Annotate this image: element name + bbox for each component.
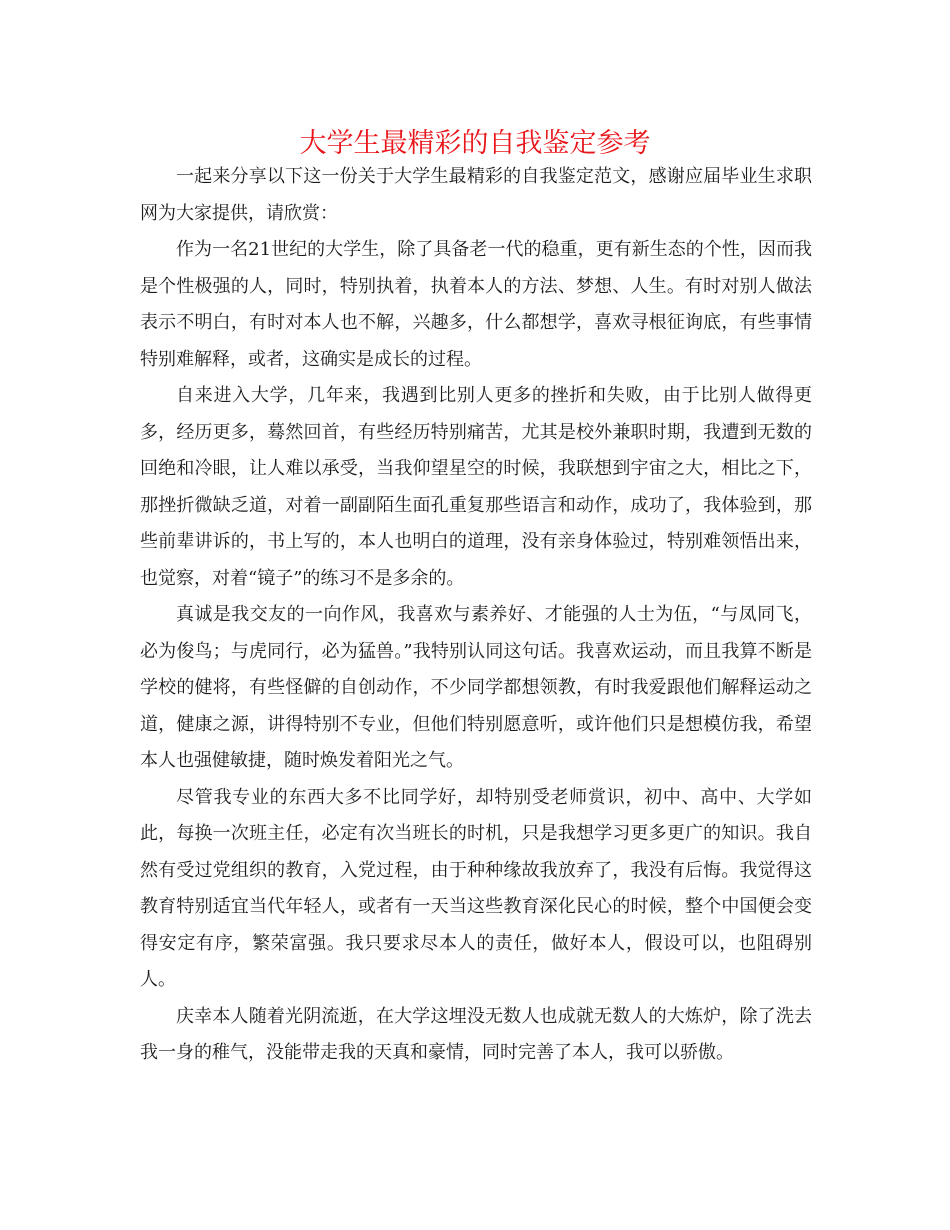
paragraph-intro: 一起来分享以下这一份关于大学生最精彩的自我鉴定范文，感谢应届毕业生求职网为大家提供，请欣赏： — [140, 166, 812, 224]
paragraph-friendship: 真诚是我交友的一向作风，我喜欢与素养好、才能强的人士为伍，“与凤同飞，必为俊鸟；与虎同行，必为猛兽。”我特别认同这句话。我喜欢运动，而且我算不断是学校的健将，有些怪僻的自创动作，不少同学都想领教，有时我爱跟他们解释运动之道，健康之源，讲得特别不专业，但他们特别愿意听，或许他们只是想模仿我，希望本人也强健敏捷，随时焕发着阳光之气。 — [140, 604, 812, 771]
document-body — [140, 159, 812, 1072]
paragraph-conclusion: 庆幸本人随着光阴流逝，在大学这埋没无数人也成就无数人的大炼炉，除了洗去我一身的稚气，没能带走我的天真和豪情，同时完善了本人，我可以骄傲。 — [140, 1005, 812, 1063]
paragraph-personality: 作为一名21世纪的大学生，除了具备老一代的稳重，更有新生态的个性，因而我是个性极强的人，同时，特别执着，执着本人的方法、梦想、人生。有时对别人做法表示不明白，有时对本人也不解，兴趣多，什么都想学，喜欢寻根征询底，有些事情特别难解释，或者，这确实是成长的过程。 — [140, 239, 812, 370]
document-title: 大学生最精彩的自我鉴定参考 — [299, 128, 651, 159]
paragraph-study: 尽管我专业的东西大多不比同学好，却特别受老师赏识，初中、高中、大学如此，每换一次班主任，必定有次当班长的时机，只是我想学习更多更广的知识。我自然有受过党组织的教育，入党过程，由于种种缘故我放弃了，我没有后悔。我觉得这教育特别适宜当代年轻人，或者有一天当这些教育深化民心的时候，整个中国便会变得安定有序，繁荣富强。我只要求尽本人的责任，做好本人，假设可以，也阻碍别人。 — [140, 786, 812, 990]
paragraph-experience: 自来进入大学，几年来，我遇到比别人更多的挫折和失败，由于比别人做得更多，经历更多，蓦然回首，有些经历特别痛苦，尤其是校外兼职时期，我遭到无数的回绝和冷眼，让人难以承受，当我仰望星空的时候，我联想到宇宙之大，相比之下，那挫折微缺乏道，对着一副副陌生面孔重复那些语言和动作，成功了，我体验到，那些前辈讲诉的，书上写的，本人也明白的道理，没有亲身体验过，特别难领悟出来，也觉察，对着“镜子”的练习不是多余的。 — [140, 385, 812, 589]
